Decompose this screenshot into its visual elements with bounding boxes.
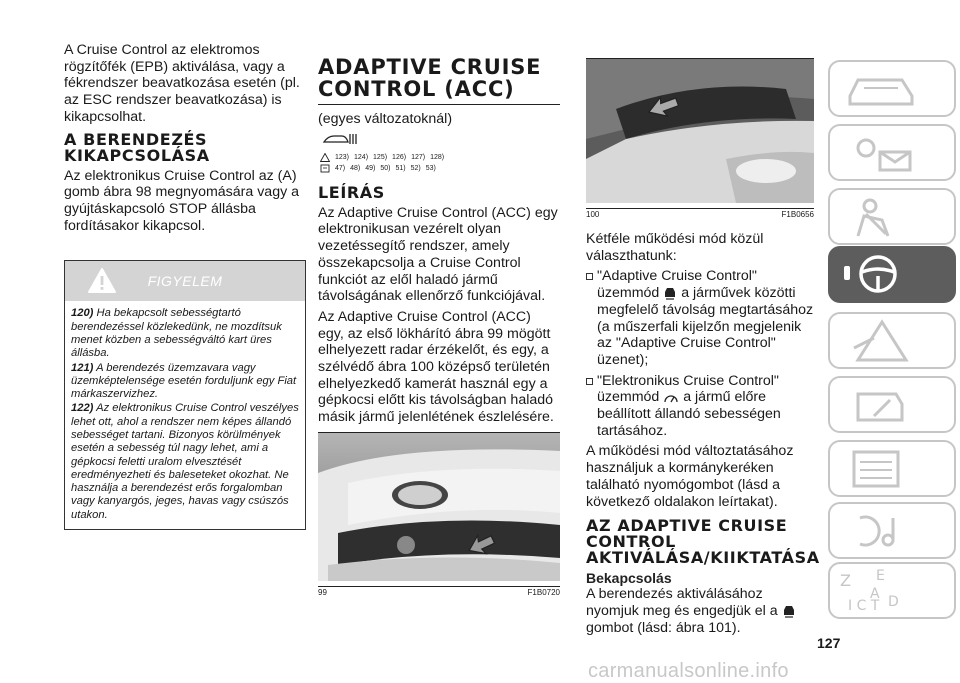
list-item-cruise-mode: "Elektronikus Cruise Control" üzemmód a jármű előre beállított állandó sebességen tartásához. [586, 373, 814, 440]
enable-paragraph: A berendezés aktiválásához nyomjuk meg és engedjük el a gombot (lásd: ábra 101). [586, 586, 814, 636]
tab-multimedia[interactable] [828, 502, 956, 559]
warning-box [64, 260, 306, 530]
svg-text:A: A [870, 586, 880, 602]
warning-item: 121) A berendezés üzemzavara vagy üzemképtelensége esetén forduljunk egy Fiat márkaszervizhez. [71, 361, 297, 401]
figure-99-caption: 99 F1B0720 [318, 587, 560, 597]
disable-paragraph: Az elektronikus Cruise Control az (A) gomb ábra 98 megnyomására vagy a gyújtáskapcsoló STOP állásba fordításakor kikapcsol. [64, 167, 300, 234]
figure-99 [318, 432, 560, 597]
car-distance-button-icon [782, 605, 796, 618]
section-heading-description: LEÍRÁS [318, 182, 385, 202]
warning-item: 122) Az elektronikus Cruise Control veszélyes lehet ott, ahol a rendszer nem képes állandó sebességet tartani. Bizonyos körülmények esetén a sebesség túl nagy lehet, ami a gépkocsi feletti uralom elvesztését eredményezheti és baleseteket okozhat. Ne használja a berendezést erős forgalomban vagy kanyargós, jeges, havas vagy csúszós utakon. [71, 402, 299, 521]
steering-wheel-icon [830, 248, 954, 301]
warning-triangle-icon [87, 267, 117, 294]
safety-icon [830, 190, 954, 243]
figure-100 [586, 58, 814, 219]
column-1 [64, 42, 306, 530]
bullet-square-icon [586, 378, 593, 385]
emergency-icon [830, 314, 954, 367]
list-item-acc-mode: "Adaptive Cruise Control" üzemmód a járművek közötti megfelelő távolság megtartásához (a műszerfali kijelzőn megjelenik az "Adaptive Cruise Control" üzenet); [586, 268, 814, 368]
warning-header [65, 261, 305, 301]
page-title: ADAPTIVE CRUISE CONTROL (ACC) [318, 56, 560, 105]
multimedia-icon [830, 504, 954, 557]
tab-technical-data[interactable] [828, 440, 956, 497]
tab-car-overview[interactable] [828, 60, 956, 117]
technical-data-icon [830, 442, 954, 495]
tab-emergency[interactable] [828, 312, 956, 369]
warning-item: 120) Ha bekapcsolt sebességtartó berendezéssel közlekedünk, ne mozdítsuk menet közben a sebességváltó kart üres állásba. [71, 307, 282, 360]
version-note: (egyes változatoknál) [318, 111, 453, 127]
svg-text:E: E [876, 568, 885, 584]
svg-text:Z: Z [840, 571, 851, 590]
subheading-enable: Bekapcsolás [586, 570, 672, 587]
refs-row-warning: 123) 124) 125) 126) 127) 128) [320, 153, 560, 162]
maintenance-icon [830, 378, 954, 431]
figure-100-caption: 100 F1B0656 [586, 210, 814, 219]
info-small-icon [320, 164, 330, 173]
speedometer-icon [663, 392, 679, 404]
index-icon [830, 564, 954, 617]
tab-maintenance[interactable] [828, 376, 956, 433]
modes-intro: Kétféle működési mód közül választhatunk: [586, 231, 764, 264]
bullet-square-icon [586, 273, 593, 280]
car-distance-icon [663, 287, 677, 300]
tab-index[interactable] [828, 562, 956, 619]
column-2 [318, 42, 560, 597]
tab-safety[interactable] [828, 188, 956, 245]
car-overview-icon [830, 62, 954, 115]
description-paragraph-2: Az Adaptive Cruise Control (ACC) egy, az első lökhárító ábra 99 mögött elhelyezett radar érzékelőt, és egy, a szélvédő ábra 100 középső területén elhelyezkedő kamerát használ egy a gépkocsi előtt kis távolságban haladó másik jármű jelenlétének észlelésére. [318, 308, 554, 426]
windshield-camera-photo [586, 59, 814, 203]
column-3 [586, 42, 820, 640]
warning-lights-icon [830, 126, 954, 179]
watermark: carmanualsonline.info [588, 660, 789, 682]
description-paragraph-1: Az Adaptive Cruise Control (ACC) egy elektronikusan vezérelt olyan vezetéssegítő rendszer, amely összekapcsolja a Cruise Control funkciót az elől haladó jármű távolságának ellenőrző funkciójával. [318, 204, 558, 305]
page-number: 127 [817, 635, 841, 651]
section-heading-activation: AZ ADAPTIVE CRUISE CONTROL AKTIVÁLÁSA/KIIKTATÁSA [586, 516, 820, 568]
svg-text:I C T: I C T [848, 598, 880, 614]
warning-small-icon [320, 153, 330, 162]
car-bumper-photo [318, 433, 560, 581]
section-heading-disable: A BERENDEZÉS KIKAPCSOLÁSA [64, 129, 210, 165]
tab-warning-lights[interactable] [828, 124, 956, 181]
refs-row-info: 47) 48) 49) 50) 51) 52) 53) [320, 164, 560, 173]
tab-starting-driving[interactable] [828, 246, 956, 303]
mode-change-paragraph: A működési mód változtatásához használjuk a kormánykeréken található nyomógombot (lásd a következő oldalakon leírtakat). [586, 443, 794, 510]
warning-body [65, 301, 305, 529]
acc-symbol-icon [322, 132, 560, 151]
intro-paragraph: A Cruise Control az elektromos rögzítőfék (EPB) aktiválása, vagy a fékrendszer beavatkozása esetén (pl. az ESC rendszer beavatkozása) is kikapcsolhat. [64, 42, 300, 125]
warning-title: FIGYELEM [147, 273, 223, 290]
svg-text:D: D [888, 594, 899, 610]
